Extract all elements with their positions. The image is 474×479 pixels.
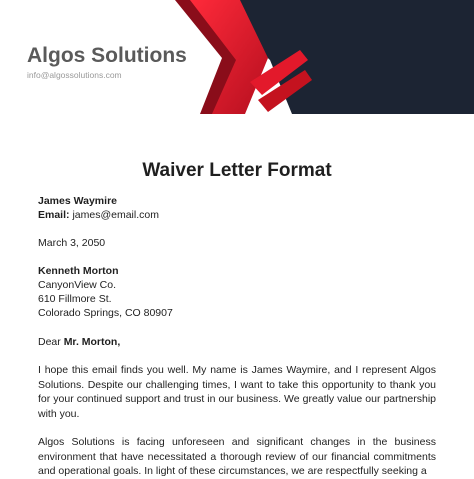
- letter-date: March 3, 2050: [38, 237, 106, 249]
- recipient-city: Colorado Springs, CO 80907: [38, 307, 173, 319]
- body-paragraph-2: Algos Solutions is facing unforeseen and significant changes in the business environment that have necessitated a thorough review of our financial commitments and operational goals. In light of these circumstances, we are respectfully seeking a: [38, 436, 436, 477]
- salutation: [38, 335, 120, 349]
- letterhead: [0, 0, 474, 114]
- recipient-street: 610 Fillmore St.: [38, 293, 112, 305]
- sender-name: James Waymire: [38, 195, 117, 207]
- recipient-company: CanyonView Co.: [38, 279, 117, 291]
- sender-email: james@email.com: [72, 209, 159, 221]
- sender-email-label: Email:: [38, 209, 70, 221]
- salutation-prefix: Dear: [38, 336, 61, 348]
- company-email: info@algossolutions.com: [27, 70, 122, 80]
- document-title: Waiver Letter Format: [142, 160, 332, 181]
- salutation-name: Mr. Morton,: [63, 336, 121, 348]
- recipient-name: Kenneth Morton: [38, 265, 119, 277]
- company-name: Algos Solutions: [27, 44, 187, 67]
- sender-email-line: [38, 208, 159, 222]
- body-paragraph-1: I hope this email finds you well. My name is James Waymire, and I represent Algos Solutions. Despite our challenging times, I want to take this opportunity to thank you for your continued support and trust in our business. We greatly value our partnership with you.: [38, 364, 436, 420]
